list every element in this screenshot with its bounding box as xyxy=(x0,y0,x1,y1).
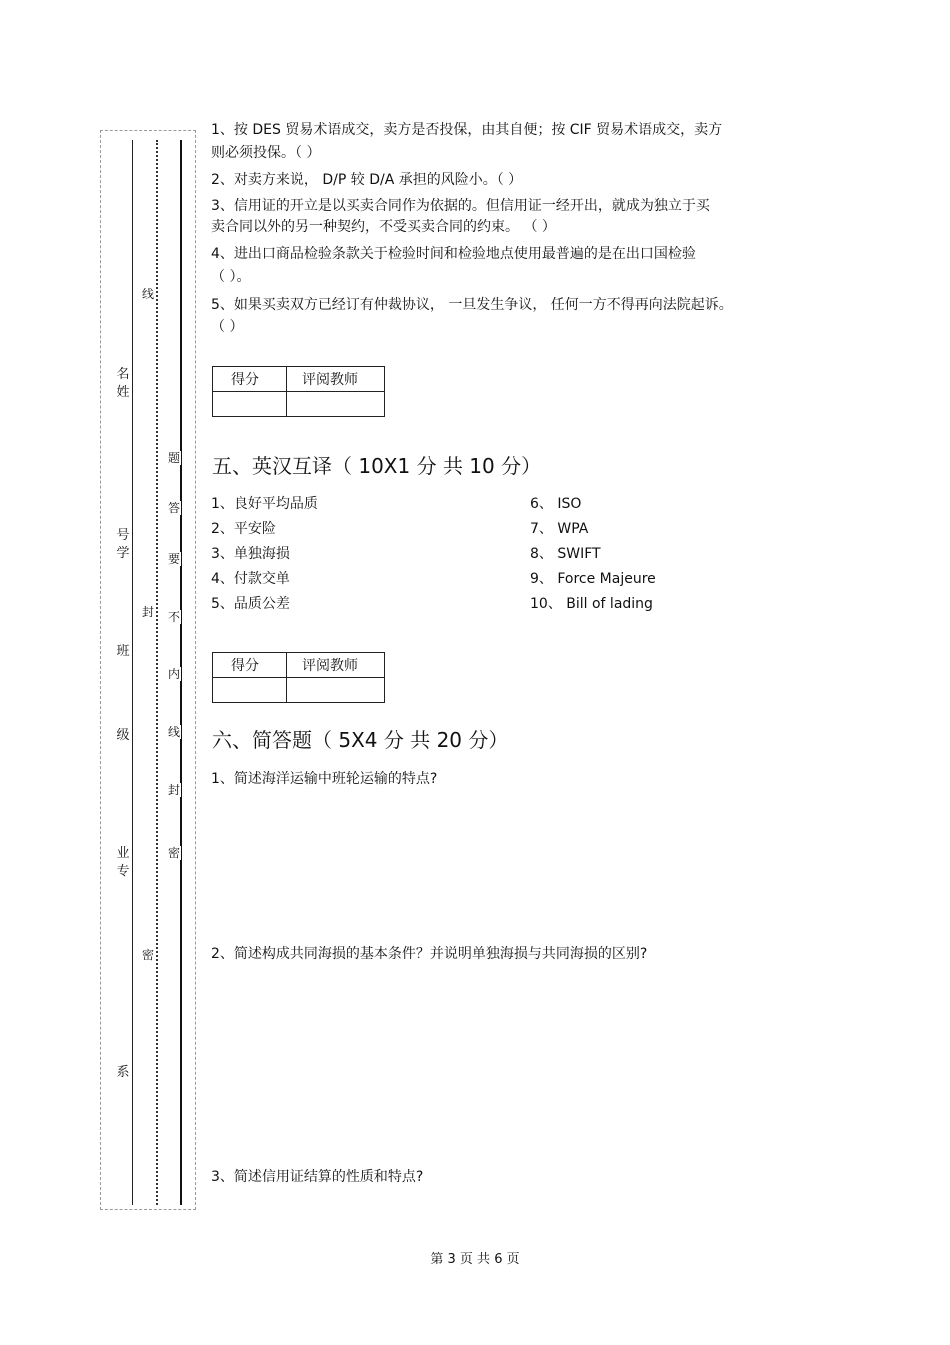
list-item: 9、 Force Majeure xyxy=(530,571,656,587)
notice-char: 题 xyxy=(167,451,180,465)
short-answer-question-2: 2、简述构成共同海损的基本条件？并说明单独海损与共同海损的区别? xyxy=(211,946,648,962)
list-item: 4、付款交单 xyxy=(211,571,290,587)
notice-char: 封 xyxy=(167,783,180,797)
reviewer-cell[interactable] xyxy=(287,392,385,417)
class-label: 班 xyxy=(114,643,132,661)
list-item: 10、 Bill of lading xyxy=(530,596,653,612)
question-5-line-1: 5、如果买卖双方已经订有仲裁协议， 一旦发生争议， 任何一方不得再向法院起诉。 xyxy=(211,297,733,313)
score-header: 得分 xyxy=(213,367,287,392)
section-5-right-list xyxy=(530,492,656,617)
notice-char: 密 xyxy=(167,846,180,860)
list-item: 7、 WPA xyxy=(530,521,589,537)
list-item: 1、良好平均品质 xyxy=(211,496,318,512)
grade-label: 级 xyxy=(114,727,132,745)
question-1-line-1: 1、按 DES 贸易术语成交，卖方是否投保，由其自便；按 CIF 贸易术语成交，卖方 xyxy=(211,122,723,138)
section-5-left-list xyxy=(211,492,318,617)
page-number: 第 3 页 共 6 页 xyxy=(430,1252,520,1267)
reviewer-cell[interactable] xyxy=(287,678,385,703)
section-5-title: 五、英汉互译（ 10X1 分 共 10 分） xyxy=(212,454,542,478)
score-table xyxy=(212,366,385,417)
notice-char: 内 xyxy=(167,667,180,681)
binding-dotted-line xyxy=(156,140,158,1205)
score-cell[interactable] xyxy=(213,392,287,417)
list-item: 8、 SWIFT xyxy=(530,546,601,562)
list-item: 2、平安险 xyxy=(211,521,276,537)
score-header: 得分 xyxy=(213,653,287,678)
question-2-line-1: 2、对卖方来说， D/P 较 D/A 承担的风险小。（ ） xyxy=(211,172,523,188)
question-1-line-2: 则必须投保。（ ） xyxy=(211,145,321,161)
score-table xyxy=(212,652,385,703)
binding-solid-line xyxy=(132,140,133,1205)
name-label: 名姓 xyxy=(114,366,132,402)
notice-char: 不 xyxy=(167,610,180,624)
seal-seal-word: 封 xyxy=(141,605,154,619)
short-answer-question-1: 1、简述海洋运输中班轮运输的特点? xyxy=(211,771,438,787)
notice-char: 要 xyxy=(167,552,180,566)
score-cell[interactable] xyxy=(213,678,287,703)
list-item: 6、 ISO xyxy=(530,496,582,512)
notice-char: 答 xyxy=(167,501,180,515)
reviewer-header: 评阅教师 xyxy=(287,653,385,678)
seal-secret-word: 密 xyxy=(141,948,154,962)
seal-line-word: 线 xyxy=(141,287,154,301)
department-label: 系 xyxy=(114,1064,132,1082)
question-3-line-2: 卖合同以外的另一种契约，不受买卖合同的约束。 （ ） xyxy=(211,219,556,235)
notice-char: 线 xyxy=(167,725,180,739)
question-5-line-2: （ ） xyxy=(211,319,244,335)
short-answer-question-3: 3、简述信用证结算的性质和特点? xyxy=(211,1169,424,1185)
question-4-line-2: （ ）。 xyxy=(211,269,251,285)
list-item: 5、品质公差 xyxy=(211,596,290,612)
question-3-line-1: 3、信用证的开立是以买卖合同作为依据的。但信用证一经开出，就成为独立于买 xyxy=(211,198,710,214)
reviewer-header: 评阅教师 xyxy=(287,367,385,392)
student-id-label: 号学 xyxy=(114,527,132,563)
major-label: 业专 xyxy=(114,845,132,881)
question-4-line-1: 4、进出口商品检验条款关于检验时间和检验地点使用最普遍的是在出口国检验 xyxy=(211,246,696,262)
list-item: 3、单独海损 xyxy=(211,546,290,562)
section-6-title: 六、简答题（ 5X4 分 共 20 分） xyxy=(212,728,509,752)
